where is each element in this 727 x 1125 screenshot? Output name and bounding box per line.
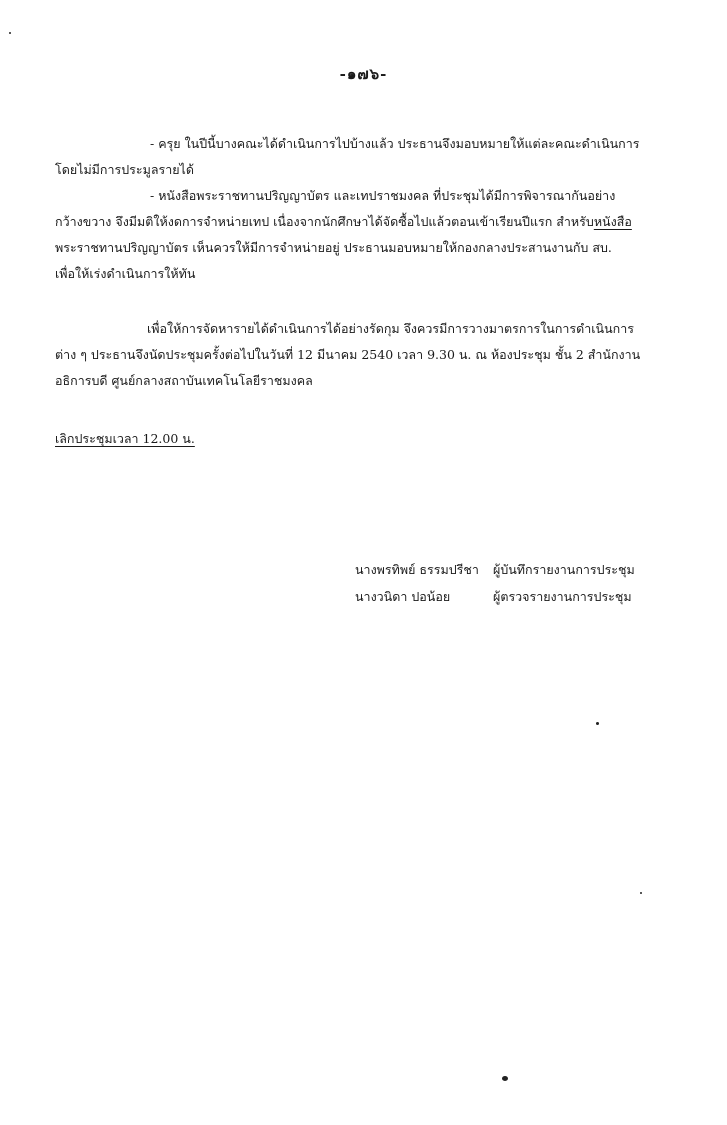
signature-row [355, 583, 635, 610]
text-line: พระราชทานปริญญาบัตร เห็นควรให้มีการจำหน่ายอยู่ ประธานมอบหมายให้กองกลางประสานงานกับ สบ. [55, 240, 612, 255]
signature-block [355, 556, 635, 610]
meeting-closing: เลิกประชุมเวลา 12.00 น. [55, 431, 195, 446]
text-line: - หนังสือพระราชทานปริญญาบัตร และเทปราชมงคล ที่ประชุมได้มีการพิจารณากันอย่าง [150, 188, 616, 203]
page-number: -๑๗๖- [339, 65, 388, 83]
text-segment: กว้างขวาง จึงมีมติให้งดการจำหน่ายเทป เนื่องจากนักศึกษาได้จัดซื้อไปแล้วตอนเข้าเรียนปีแรก สำหรับ [55, 214, 594, 229]
scan-speck [640, 892, 642, 894]
text-line: เพื่อให้การจัดหารายได้ดำเนินการได้อย่างรัดกุม จึงควรมีการวางมาตรการในการดำเนินการ [147, 321, 634, 336]
signer-name: นางวนิดา ปอน้อย [355, 589, 451, 604]
text-line [55, 209, 645, 235]
text-line: เพื่อให้เร่งดำเนินการให้ทัน [55, 266, 196, 281]
scan-speck [9, 32, 11, 34]
scan-speck [502, 1076, 508, 1081]
signer-role: ผู้บันทึกรายงานการประชุม [493, 562, 635, 577]
agenda-item-gown [55, 131, 645, 183]
next-meeting-paragraph [55, 316, 645, 394]
text-line: โดยไม่มีการประมูลรายได้ [55, 162, 194, 177]
text-line: อธิการบดี ศูนย์กลางสถาบันเทคโนโลยีราชมงคล [55, 373, 313, 388]
text-line: ต่าง ๆ ประธานจึงนัดประชุมครั้งต่อไปในวันที่ 12 มีนาคม 2540 เวลา 9.30 น. ณ ห้องประชุม ชั้น 2 สำนักงาน [55, 347, 641, 362]
scan-speck [596, 722, 599, 725]
underlined-text: หนังสือ [593, 214, 632, 229]
text-line: - ครุย ในปีนี้บางคณะได้ดำเนินการไปบ้างแล้ว ประธานจึงมอบหมายให้แต่ละคณะดำเนินการ [150, 136, 640, 151]
signature-row [355, 556, 635, 583]
agenda-item-books [55, 183, 645, 287]
signer-name: นางพรทิพย์ ธรรมปรีชา [355, 562, 479, 577]
signer-role: ผู้ตรวจรายงานการประชุม [493, 589, 632, 604]
